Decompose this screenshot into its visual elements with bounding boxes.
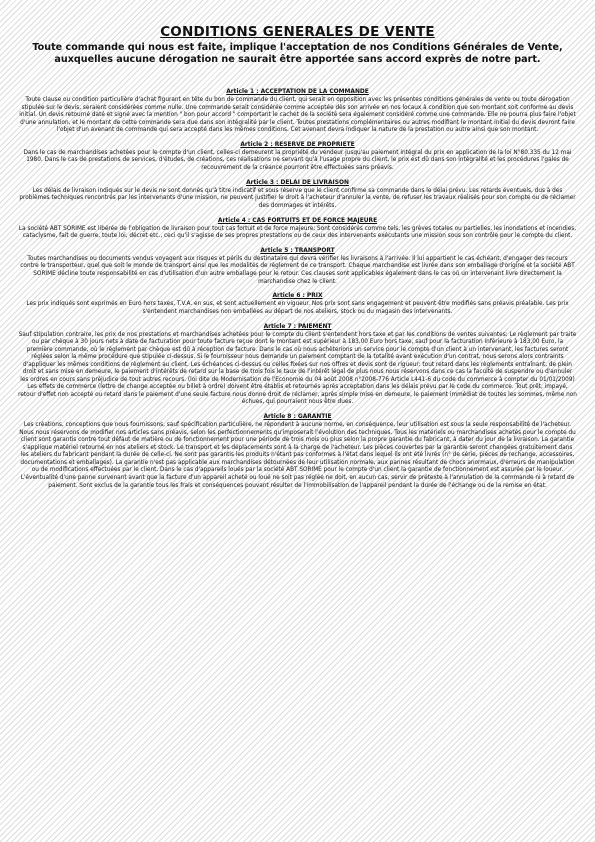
- document-title: CONDITIONS GENERALES DE VENTE: [160, 24, 435, 40]
- article-title: Article 5 : TRANSPORT: [260, 247, 335, 254]
- article-body: Les créations, conceptions que nous fournissons, sauf spécification particulière, ne répondent à aucune norme, en conséquence, leur utilisation est sous la seule responsabilité de l'acheteur. Nous nous réservons de modifier nos articles sans préavis, selon les perfectionnements qu'imposerait l'évolution des techniques. Tous les matériels ou marchandises achetés pour le compte du client sont garantis contre tout défaut de matière ou de fonctionnement pour une période de trois mois ou plus selon la propre garantie du fabricant, à dater du jour de la livraison. La garantie s'applique matériel retourné en nos ateliers et stock. Le transport et les déplacements sont à la charge de l'acheteur. Les pièces couvertes par la garantie seront changées gratuitement dans les ateliers du fabricant pendant la durée de celle-ci. Ne sont pas garantis les produits n'étant pas conformes à l'état dans lequel ils ont été livrés (n° de série, pièces de rechange, accessoires, documentations et emballages). La garantie n'est pas applicable aux marchandises détournées de leur utilisation normale, aux pannes résultant de chocs anormaux, d'erreurs de manipulation ou de modifications effectuées par le client. Dans le cas d'appareils loués par la société ABT SORIME pour le compte d'un client la garantie de fonctionnement est assurée par le loueur. L'éventualité d'une panne survenant avant que la facture d'un appareil acheté ou loué ne soit pas réglée ne doit, en aucun cas, servir de prétexte à l'annulation de la commande ni à retard de paiement. Sont exclus de la garantie tous les frais et conséquences pouvant résulter de l'immobilisation de l'appareil pendant la durée de l'échange ou de la remise en état.: [19, 422, 576, 489]
- article-body: Toute clause ou condition particulière d'achat figurant en tête du bon de commande du client, qui serait en opposition avec les présentes conditions générales de vente ou toute dérogation stipulée sur le devis, seraient considérées comme nulle. Une commande serait considérée comme acceptée dès son arrivée en nos locaux à condition que son montant soit conforme au devis initial. Un devis retourné daté et signé avec la mention " bon pour accord " comportant le cachet de la société sera également considéré comme une commande. Elle ne pourra plus faire l'objet d'une annulation, et le montant de cette commande sera due dans son intégralité par le client. Toutes prestations complémentaires ou autres modifiant le montant initial du devis devront faire l'objet d'un avenant de commande qui sera accepté dans les mêmes conditions. Cet avenant devra indiquer la nature de la prestation ou autre ainsi que son montant.: [19, 97, 576, 134]
- article-7: [16, 323, 579, 407]
- article-8: [16, 413, 579, 490]
- article-title: Article 4 : CAS FORTUITS ET DE FORCE MAJEURE: [217, 217, 378, 224]
- article-body: Sauf stipulation contraire, les prix de nos prestations et marchandises achetées pour le compte du client s'entendent hors taxe et par les conditions de ventes suivantes: Le règlement par traite ou par chèque à 30 jours nets à date de facturation pour toute facture reçue dont le montant est supérieur à 183,00 Euro hors taxe, sauf pour la facturation inférieure à 183,00 Euro, la première commande, où le règlement par chèque est dû à réception de facture. Dans le cas où nous achèterions un service pour le compte d'un client à un intervenant, les factures seront réglées selon la même procédure que stipulée ci-dessus. Si le fournisseur nous demande un paiement comptant de la totalité avant exécution d'un contrat, nous serons alors contraints d'appliquer les mêmes conditions de règlement au client. Les échéances ci-dessus ou celles fixées sur nos offres et devis sont de rigueur: tout retard dans les règlements entraînant, de plein droit et sans mise en demeure, le paiement d'intérêts de retard sur la base de trois fois le taux de l'intérêt légal de plus nous nous réservons dans ce cas la faculté de suspendre ou d'annuler les ordres en cours sans préjudice de tout autres recours. (loi dite de Modernisation de l'Economie du 04 août 2008 n°2008-776 Article L441-6 du code du commerce à compter du 01/01/2009) Les effets de commerce (lettre de change acceptée ou billet à ordre) doivent être établis et retournés après acceptation dans les délais prévu par le code du commerce. Tout prêt, impayé, retour d'effet non accepté ou retard dans le paiement d'une seule facture nous donne droit de réclamer, après simple mise en demeure, le paiement immédiat de toutes les sommes, même non échues, qui pourraient nous être dues.: [18, 331, 577, 406]
- document-intro: Toute commande qui nous est faite, implique l'acceptation de nos Conditions Générales de Vente, auxquelles aucune dérogation ne saurait être apportée sans accord exprès de notre part.: [32, 42, 563, 65]
- article-body: Les délais de livraison indiqués sur le devis ne sont donnés qu'à titre indicatif et sous réserve que le client confirme sa commande dans le délai prévu. Les retards éventuels, dus à des problèmes techniques rencontrés par les intervenants d'une mission, ne peuvent justifier le droit à l'acheteur d'annuler la vente, de refuser les travaux réalisés pour son compte ou de réclamer des dommages et intérêts.: [19, 187, 576, 209]
- article-title: Article 1 : ACCEPTATION DE LA COMMANDE: [226, 89, 369, 95]
- article-body: Dans le cas de marchandises achetées pour le compte d'un client, celles-ci demeurent la propriété du vendeur jusqu'au paiement intégral du prix en application de la loi N°80.335 du 12 mai 1980. Dans le cas de prestations de services, d'études, de créations, ces réalisations ne servant qu'à l'usage propre du client, le prix est dû dans son intégralité et les procédures l'gales de recouvrement de la créance pourront être effectuées sans préavis.: [23, 149, 572, 172]
- article-6: [16, 292, 579, 316]
- article-title: Article 7 : PAIEMENT: [263, 323, 332, 330]
- article-3: [16, 179, 579, 211]
- article-body: Toutes marchandises ou documents vendus voyagent aux risques et périls du destinataire qui devra vérifier les livraisons à l'arrivée. Il lui appartient le cas échéant, d'engager des recours contre le transporteur, quel que soit le monde de transport ainsi que les modalités de règlement de ce transport. Chaque marchandise est livrée dans son emballage d'origine et la société ABT SORIME décline toute responsabilité en cas d'utilisation d'un autre emballage pour le retour. Ces clauses sont applicables également dans le cas où un intervenant livre directement la marchandise chez le client.: [20, 255, 575, 285]
- article-title: Article 2 : RESERVE DE PROPRIETE: [240, 141, 355, 148]
- articles-list: [16, 88, 579, 490]
- article-4: [16, 217, 579, 241]
- article-2: [16, 141, 579, 173]
- article-body: La société ABT SORIME est libérée de l'obligation de livraison pour tout cas fortuit et de force majeure; Sont considérés comme tels, les grèves totales ou partielles, les inondations et incendies, cataclysme, fait de guerre, toute loi, décret etc., ceci qu'il s'agisse de ses propres prestations ou de ceux des intervenants exécutants une mission sous son contrôle pour le compte du client.: [18, 225, 577, 240]
- article-body: Les prix indiqués sont exprimés en Euro hors taxes, T.V.A. en sus, et sont actuellement en vigueur. Nos prix sont sans engagement et peuvent être modifiés sans préavis préalable. Les prix s'entendent marchandises non emballées au départ de nos ateliers, stock ou du magasin des intervenants.: [26, 301, 569, 315]
- article-5: [16, 247, 579, 286]
- article-title: Article 6 : PRIX: [272, 293, 323, 300]
- article-title: Article 3 : DELAI DE LIVRAISON: [246, 179, 349, 186]
- article-title: Article 8 : GARANTIE: [263, 414, 332, 421]
- article-1: [16, 88, 579, 135]
